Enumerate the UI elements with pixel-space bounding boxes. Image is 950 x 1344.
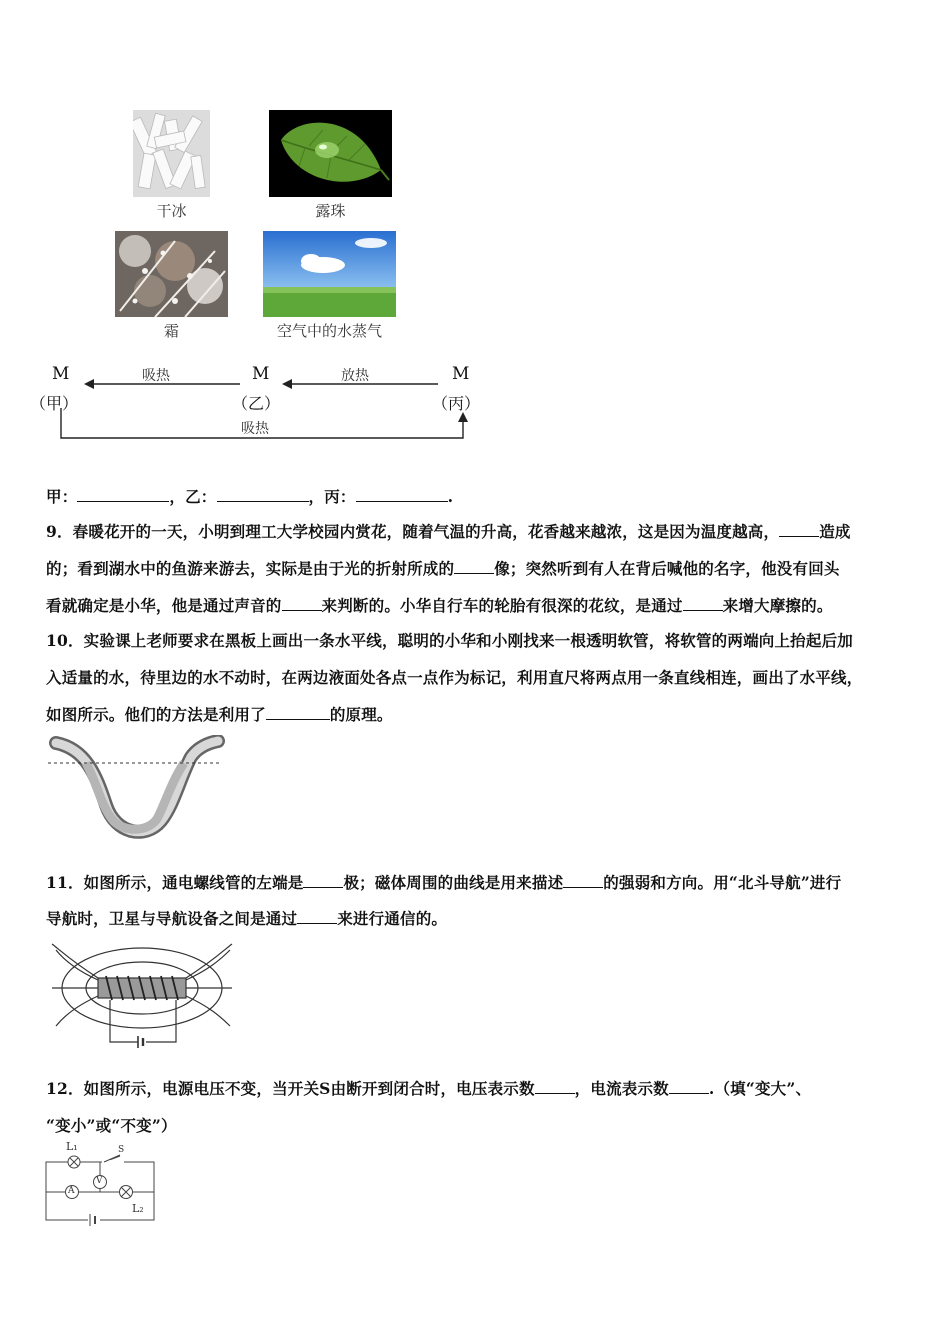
- state-bing-m: M: [452, 364, 470, 384]
- state-diagram: [30, 360, 490, 440]
- circuit-label-s: S: [118, 1145, 125, 1155]
- frost-caption: 霜: [163, 322, 179, 340]
- u-tube-figure: [46, 735, 226, 849]
- arrow-label-absorb-bottom: 吸热: [241, 421, 269, 437]
- vapor-caption: 空气中的水蒸气: [276, 322, 382, 340]
- q8-blank-bing[interactable]: [356, 487, 448, 502]
- solenoid-diagram: [50, 940, 240, 1054]
- q11-blank-1[interactable]: [303, 873, 343, 888]
- state-bing-label: （丙）: [432, 394, 481, 413]
- circuit-figure: [44, 1140, 159, 1230]
- arrow-label-release: 放热: [341, 368, 369, 384]
- q12-blank-2[interactable]: [669, 1079, 709, 1094]
- circuit-label-l2: L₂: [132, 1202, 144, 1215]
- q11-blank-2[interactable]: [563, 873, 603, 888]
- q8-answer-line: 甲： ，乙： ，丙： .: [46, 487, 454, 506]
- dry-ice-image: [133, 110, 210, 197]
- q11-blank-3[interactable]: [297, 909, 337, 924]
- dry-ice-caption: 干冰: [156, 202, 187, 220]
- q9-blank-3[interactable]: [282, 596, 322, 611]
- dew-caption: 露珠: [315, 202, 346, 220]
- state-yi-label: （乙）: [232, 394, 281, 413]
- q10-line-3: 如图所示。他们的方法是利用了 的原理。: [46, 705, 393, 724]
- q12-line-2: “变小”或“不变”）: [46, 1116, 177, 1135]
- sky-field-image: [263, 231, 396, 317]
- q8-blank-yi[interactable]: [217, 487, 309, 502]
- q10-line-1: 10．实验课上老师要求在黑板上画出一条水平线，聪明的小华和小刚找来一根透明软管，将软管的两端向上抬起后加: [46, 631, 853, 650]
- state-jia-label: （甲）: [30, 394, 79, 413]
- q9-blank-2[interactable]: [454, 559, 494, 574]
- q10-line-2: 入适量的水，待里边的水不动时，在两边液面处各点一点作为标记，利用直尺将两点用一条直线相连，画出了水平线，: [46, 668, 863, 687]
- dew-leaf-image: [269, 110, 392, 197]
- q12-line-1: 12．如图所示，电源电压不变，当开关S由断开到闭合时，电压表示数 ，电流表示数 .（填“变大”、: [46, 1079, 812, 1098]
- vapor-photo: [263, 231, 396, 317]
- circuit-label-l1: L₁: [66, 1140, 78, 1153]
- solenoid-figure: [50, 940, 240, 1058]
- q9-line-2: 的；看到湖水中的鱼游来游去，实际是由于光的折射所成的 像；突然听到有人在背后喊他的名字，他没有回头: [46, 559, 840, 578]
- state-yi-m: M: [252, 364, 270, 384]
- q12-blank-1[interactable]: [535, 1079, 575, 1094]
- arrow-label-absorb-top: 吸热: [142, 368, 170, 384]
- q9-blank-4[interactable]: [683, 596, 723, 611]
- q9-line-3: 看就确定是小华，他是通过声音的 来判断的。小华自行车的轮胎有很深的花纹，是通过 来增大摩擦的。: [46, 596, 833, 615]
- q9-line-1: 9．春暖花开的一天，小明到理工大学校园内赏花，随着气温的升高，花香越来越浓，这是因为温度越高， 造成: [46, 522, 851, 541]
- circuit-label-v: V: [96, 1176, 103, 1186]
- q11-line-2: 导航时，卫星与导航设备之间是通过 来进行通信的。: [46, 909, 448, 928]
- q11-line-1: 11．如图所示，通电螺线管的左端是 极；磁体周围的曲线是用来描述 的强弱和方向。用“北斗导航”进行: [46, 873, 842, 892]
- frost-image: [115, 231, 228, 317]
- state-jia-m: M: [52, 364, 70, 384]
- q8-blank-jia[interactable]: [77, 487, 169, 502]
- q9-blank-1[interactable]: [779, 522, 819, 537]
- dry-ice-photo: [133, 110, 210, 197]
- q10-blank-1[interactable]: [266, 705, 330, 720]
- circuit-label-a: A: [68, 1186, 75, 1196]
- u-tube-diagram: [46, 735, 226, 845]
- frost-photo: [115, 231, 228, 317]
- dew-photo: [269, 110, 392, 197]
